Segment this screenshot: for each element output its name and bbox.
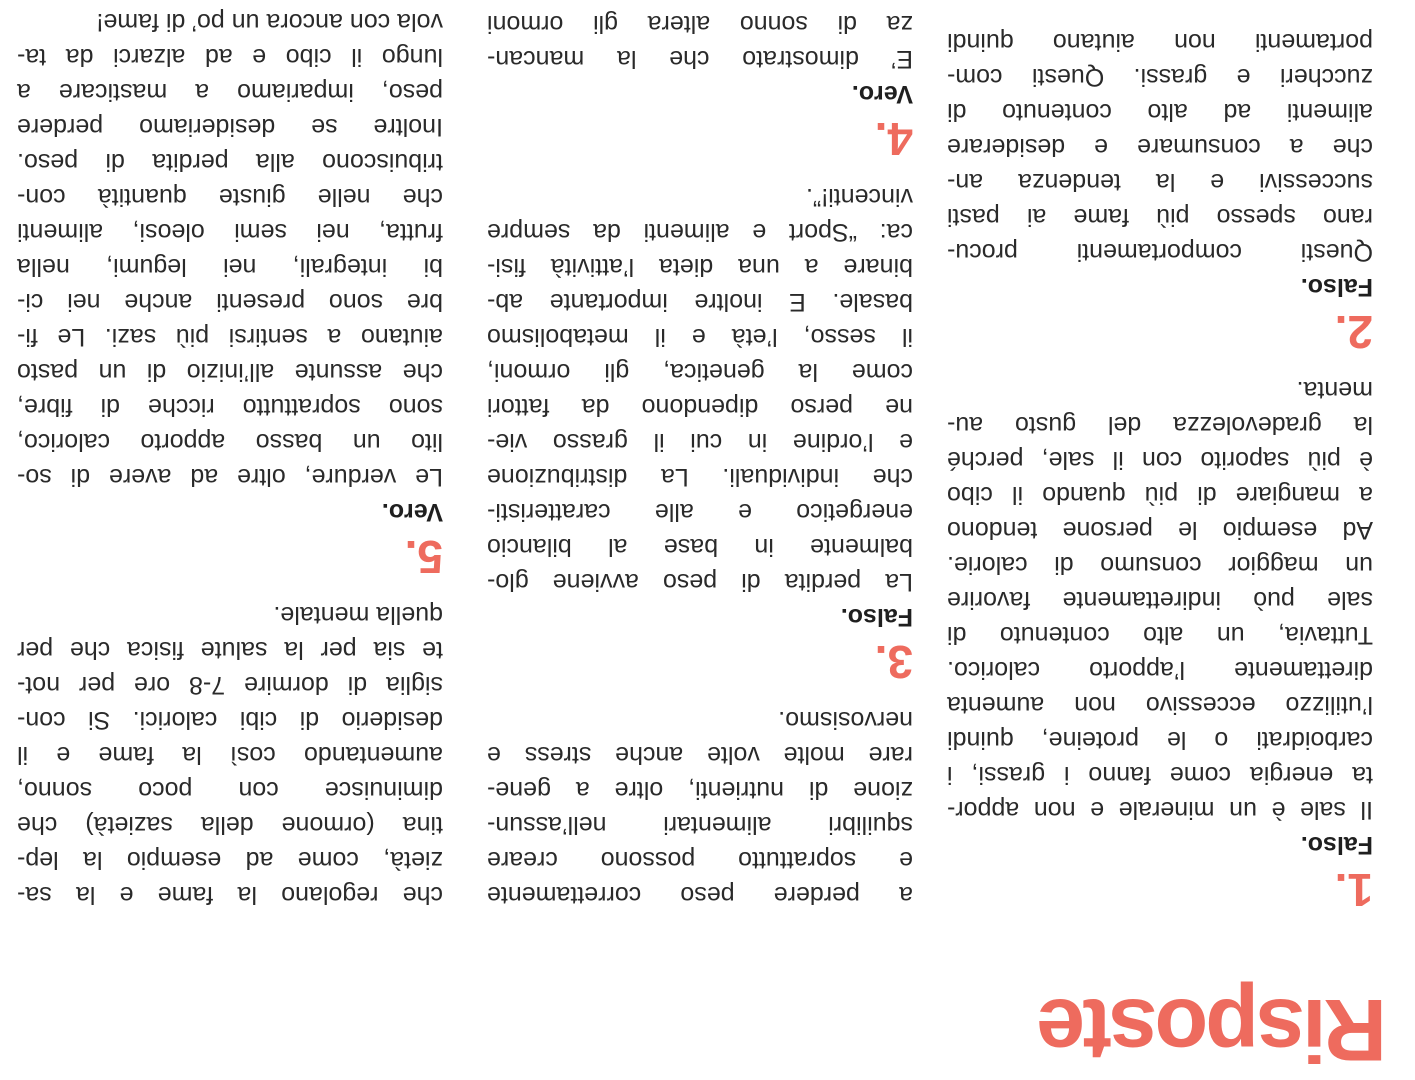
answer-item: [487, 179, 913, 688]
answer-continuation: [487, 702, 913, 912]
text-line: rano spesso più fame ai pasti: [947, 203, 1373, 231]
text-line: che regolano la fame e la sa-: [17, 881, 443, 909]
text-line: energetico e alle caratteristi-: [487, 498, 913, 526]
text-line: Ad esempio le persone tendono: [947, 516, 1373, 544]
text-line: ca: “Sport e alimenti da sempre: [487, 218, 913, 246]
text-line: balmente in base al bilancio: [487, 533, 913, 561]
answer-number: 4.: [874, 113, 913, 165]
answer-verdict: Vero.: [381, 498, 443, 526]
text-line: Il sale è un minerale e non appor-: [947, 796, 1373, 824]
text-line: la gradevolezza del gusto au-: [947, 411, 1373, 439]
text-line: l’utilizzo eccessivo non aumenta: [947, 691, 1373, 719]
text-line: alimenti ad alto contenuto di: [947, 98, 1373, 126]
text-line: successivi e la tendenza an-: [947, 168, 1373, 196]
text-line: rare molte volte anche stress e: [487, 741, 913, 769]
answer-item: [17, 4, 443, 583]
text-line: desiderio di cibi calorici. Si con-: [17, 706, 443, 734]
text-line: nervosismo.: [778, 706, 913, 734]
answer-number: 2.: [1334, 306, 1373, 358]
text-line: a perdere peso correttamente: [487, 881, 913, 909]
text-line: frutta, nei semi oleosi, alimenti: [17, 218, 443, 246]
text-line: vincenti!”.: [806, 183, 913, 211]
text-line: carboidrati o le proteine, quindi: [947, 726, 1373, 754]
text-line: e l’ordine in cui il grasso vie-: [487, 428, 913, 456]
text-line: un maggior consumo di calorie.: [947, 551, 1373, 579]
text-line: che individuali. La distribuzione: [487, 463, 913, 491]
answers-column-2: [487, 6, 913, 912]
answers-column-3: [17, 4, 443, 912]
answer-item: [947, 24, 1373, 358]
text-line: zuccheri e grassi. Questi com-: [947, 63, 1373, 91]
text-line: e soprattutto possono creare: [487, 846, 913, 874]
text-line: ne perso dipendono da fattori: [487, 393, 913, 421]
text-line: ta energia come fanno i grassi, i: [947, 761, 1373, 789]
text-line: zietà, come ad esempio la lep-: [17, 846, 443, 874]
text-line: basale. E inoltre importante ab-: [487, 288, 913, 316]
text-line: quella mentale.: [273, 601, 443, 629]
text-line: bre sono presenti anche nei ci-: [17, 288, 443, 316]
text-line: che assunte all’inizio di un pasto: [17, 358, 443, 386]
answer-continuation: [17, 597, 443, 912]
text-line: peso, impariamo a masticare a: [17, 78, 443, 106]
text-line: sale può indirettamente favorire: [947, 586, 1373, 614]
text-line: Tuttavia, un alto contenuto di: [947, 621, 1373, 649]
text-line: lito un basso apporto calorico,: [17, 428, 443, 456]
text-line: squilibri alimentari nell’assun-: [487, 811, 913, 839]
answer-verdict: Vero.: [851, 80, 913, 108]
page-title: Risposte: [1039, 981, 1387, 1080]
text-line: binare a una dieta l’attività fisi-: [487, 253, 913, 281]
answer-number: 5.: [404, 531, 443, 583]
text-line: siglia di dormire 7-8 ore per not-: [17, 671, 443, 699]
text-line: tina (ormone della sazietà) che: [17, 811, 443, 839]
text-line: diminuisce con poco sonno,: [17, 776, 443, 804]
answers-column-1: [947, 24, 1373, 916]
text-line: te sia per la salute fisica che per: [17, 636, 443, 664]
answer-verdict: Falso.: [1300, 831, 1373, 859]
text-line: portamenti non aiutano quindi: [947, 28, 1373, 56]
text-line: aumentando così la fame e il: [17, 741, 443, 769]
text-line: è più saporito con il sale, perché: [947, 446, 1373, 474]
answer-item: [487, 6, 913, 165]
text-line: lungo il cibo e ad alzarci da ta-: [17, 43, 443, 71]
answer-verdict: Falso.: [840, 603, 913, 631]
text-line: La perdita di peso avviene glo-: [487, 568, 913, 596]
answer-item: [947, 372, 1373, 916]
text-line: vola con ancora un po’ di fame!: [96, 8, 443, 36]
text-line: Le verdure, oltre ad avere di so-: [17, 463, 443, 491]
text-line: menta.: [1296, 376, 1373, 404]
text-line: il sesso, l’età e il metabolismo: [487, 323, 913, 351]
text-line: zione di nutrienti, oltre a gene-: [487, 776, 913, 804]
answer-number: 1.: [1334, 864, 1373, 916]
answer-number: 3.: [874, 636, 913, 688]
text-line: che a consumare e desiderare: [947, 133, 1373, 161]
text-line: aiutano a sentirsi più sazi. Le fi-: [17, 323, 443, 351]
text-line: Inoltre se desideriamo perdere: [17, 113, 443, 141]
text-line: direttamente l’apporto calorico.: [947, 656, 1373, 684]
text-line: Questi comportamenti procu-: [947, 238, 1373, 266]
answer-verdict: Falso.: [1300, 273, 1373, 301]
text-line: come la genetica, gli ormoni,: [487, 358, 913, 386]
text-line: tribuiscono alla perdita di peso.: [17, 148, 443, 176]
text-line: za di sonno altera gli ormoni: [487, 10, 913, 38]
text-line: bi integrali, nei legumi, nella: [17, 253, 443, 281]
text-line: a mangiare di più quando il cibo: [947, 481, 1373, 509]
text-line: sono soprattutto ricche di fibre,: [17, 393, 443, 421]
text-line: che nelle giuste quantità con-: [17, 183, 443, 211]
text-line: E’ dimostrato che la mancan-: [487, 45, 913, 73]
